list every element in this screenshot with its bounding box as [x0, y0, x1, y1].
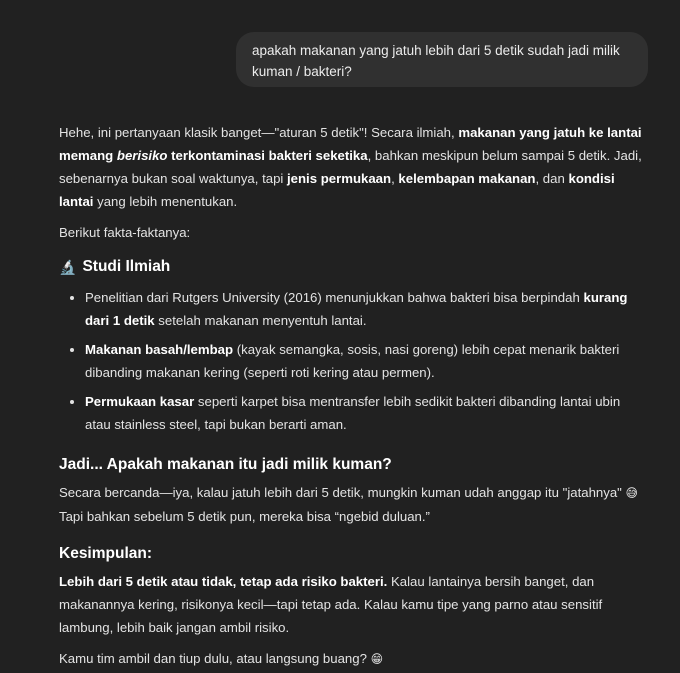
list-item [85, 286, 649, 332]
sweat-smile-icon: 😅 [625, 486, 639, 500]
list-item-text: seperti karpet bisa mentransfer lebih sedikit bakteri dibanding lantai ubin atau stainless steel, tapi bukan berarti aman. [85, 394, 621, 432]
jadi-line-1: Secara bercanda—iya, kalau jatuh lebih dari 5 detik, mungkin kuman udah anggap itu "jatahnya" [59, 485, 626, 500]
grin-icon: 😁 [370, 652, 384, 666]
jadi-paragraph [59, 481, 649, 528]
user-message-bubble [236, 32, 648, 87]
list-item-bold: Makanan basah/lembap [85, 342, 234, 357]
list-item-text: Penelitian dari Rutgers University (2016) menunjukkan bahwa bakteri bisa berpindah [85, 290, 584, 305]
closing-paragraph [59, 647, 649, 671]
list-item [85, 390, 649, 436]
kesimpulan-text: Kalau lantainya bersih banget, dan makanannya kering, risikonya kecil—tapi tetap ada. Kalau kamu tipe yang parno atau sensitif lambung, lebih baik jangan ambil risiko. [59, 574, 603, 635]
section-heading-studi [59, 256, 649, 278]
facts-intro: Berikut fakta-faktanya: [59, 225, 191, 240]
intro-bold-4: kelembapan makanan [398, 171, 536, 186]
jadi-line-2: Tapi bahkan sebelum 5 detik pun, mereka bisa “ngebid duluan.” [59, 509, 430, 524]
kesimpulan-paragraph [59, 570, 649, 639]
intro-text-2: , bahkan meskipun belum sampai 5 detik. Jadi, sebenarnya bukan soal waktunya, tapi [59, 148, 642, 186]
intro-paragraph [59, 121, 649, 213]
list-item-text: setelah makanan menyentuh lantai. [154, 313, 367, 328]
intro-bold-italic: berisiko [116, 148, 168, 163]
intro-bold-5: kondisi lantai [59, 171, 615, 209]
closing-text: Kamu tim ambil dan tiup dulu, atau langsung buang? [59, 651, 371, 666]
list-item-bold: kurang dari 1 detik [85, 290, 628, 328]
intro-text-3: , [391, 171, 399, 186]
section-heading-jadi: Jadi... Apakah makanan itu jadi milik kuman? [59, 456, 392, 473]
kesimpulan-bold: Lebih dari 5 detik atau tidak, tetap ada risiko bakteri. [59, 574, 388, 589]
intro-text-5: yang lebih menentukan. [93, 194, 238, 209]
intro-bold-3: jenis permukaan [287, 171, 392, 186]
assistant-response [59, 121, 649, 671]
section-heading-kesimpulan: Kesimpulan: [59, 545, 153, 562]
list-item-bold: Permukaan kasar [85, 394, 195, 409]
section-title-studi: Studi Ilmiah [82, 258, 171, 275]
microscope-icon: 🔬 [59, 259, 77, 275]
intro-bold-2: terkontaminasi bakteri seketika [167, 148, 368, 163]
intro-bold-1: makanan yang jatuh ke lantai memang [59, 125, 642, 163]
list-item [85, 338, 649, 384]
intro-text-1: Hehe, ini pertanyaan klasik banget—"aturan 5 detik"! Secara ilmiah, [59, 125, 459, 140]
user-message-text: apakah makanan yang jatuh lebih dari 5 detik sudah jadi milik kuman / bakteri? [252, 43, 620, 79]
facts-list [59, 286, 649, 436]
intro-text-4: , dan [535, 171, 569, 186]
list-item-text: (kayak semangka, sosis, nasi goreng) lebih cepat menarik bakteri dibanding makanan kering (seperti roti kering atau permen). [85, 342, 620, 380]
